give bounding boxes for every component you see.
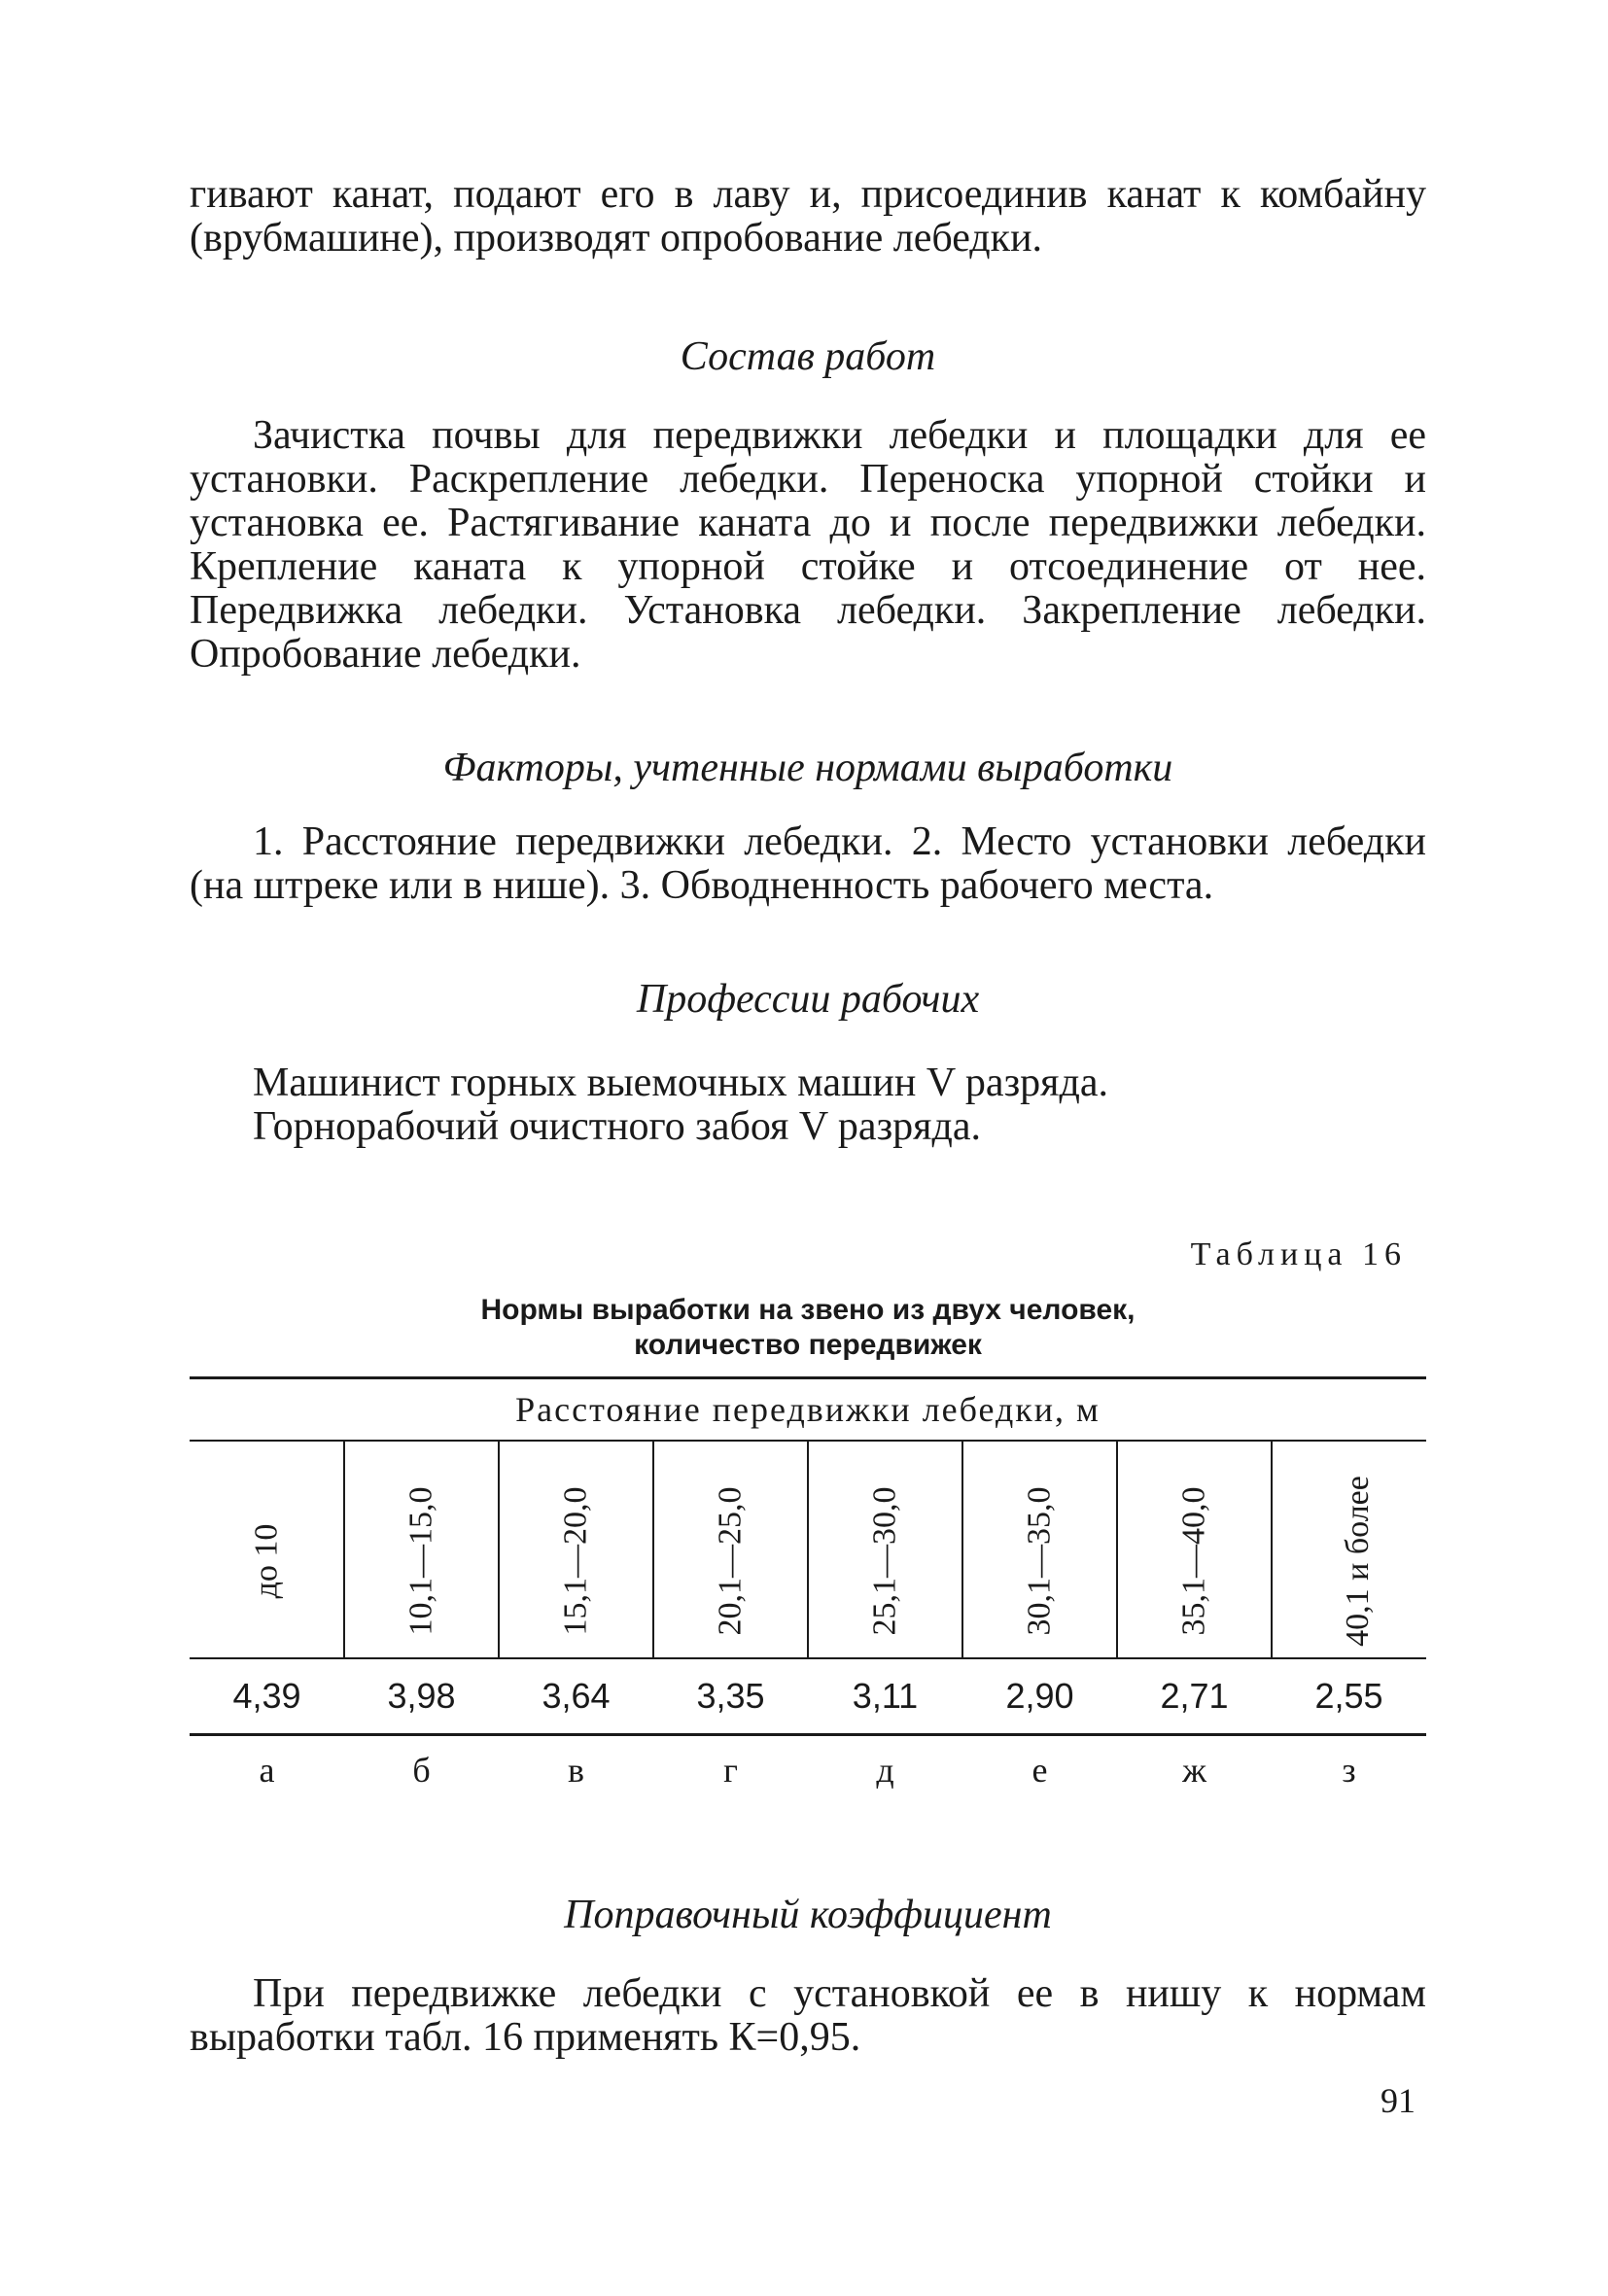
table-label: Таблица 16 [1190, 1236, 1407, 1272]
letter-cell: д [876, 1751, 894, 1790]
range-label: 30,1—35,0 [1021, 1486, 1058, 1636]
letter-cell: з [1342, 1751, 1356, 1790]
range-row [190, 1441, 1426, 1658]
worker-line: Горнорабочий очистного забоя V разряда. [253, 1104, 981, 1149]
factors-paragraph: 1. Расстояние передвижки лебедки. 2. Место установки лебедки (на штреке или в нише). 3. Обводненность рабочего места. [190, 819, 1426, 908]
letter-cell: ж [1182, 1751, 1206, 1790]
value-cell: 2,55 [1272, 1658, 1426, 1735]
letter-cell: а [259, 1751, 275, 1790]
value-cell: 3,35 [653, 1658, 808, 1735]
table-title-line: Нормы выработки на звено из двух человек, [480, 1294, 1136, 1326]
heading-factors: Факторы, учтенные нормами выработки [442, 746, 1173, 790]
norms-table [190, 1376, 1426, 1804]
letter-cell: б [412, 1751, 431, 1790]
range-label: 15,1—20,0 [557, 1486, 594, 1636]
page-number: 91 [1381, 2081, 1416, 2120]
range-cell [190, 1441, 344, 1658]
range-label: 10,1—15,0 [402, 1486, 439, 1636]
range-label: 40,1 и более [1339, 1476, 1376, 1647]
value-row [190, 1658, 1426, 1735]
work-content-paragraph: Зачистка почвы для передвижки лебедки и площадки для ее установки. Раскрепление лебедки. Переноска упорной стойки и установка ее. Растягивание каната до и после передвижки лебедки. Крепление каната к упорной стойке и отсоединение от нее. Передвижка лебедки. Установка лебедки. Закрепление лебедки. Опробование лебедки. [190, 413, 1426, 677]
value-cell: 4,39 [190, 1658, 344, 1735]
worker-line: Машинист горных выемочных машин V разряда. [253, 1061, 1108, 1105]
correction-paragraph: При передвижке лебедки с установкой ее в нишу к нормам выработки табл. 16 применять К=0,95. [190, 1971, 1426, 2060]
range-label: 20,1—25,0 [712, 1486, 749, 1636]
letter-cell: в [568, 1751, 584, 1790]
range-label: 35,1—40,0 [1175, 1486, 1212, 1636]
workers-list [190, 1061, 1426, 1149]
value-cell: 2,90 [962, 1658, 1117, 1735]
letter-row [190, 1735, 1426, 1805]
heading-work-content: Состав работ [680, 334, 936, 379]
table-header: Расстояние передвижки лебедки, м [190, 1378, 1426, 1442]
range-label: 25,1—30,0 [866, 1486, 903, 1636]
letter-cell: е [1031, 1751, 1048, 1790]
heading-correction: Поправочный коэффициент [564, 1893, 1052, 1937]
intro-paragraph: гивают канат, подают его в лаву и, присоединив канат к комбайну (врубмашине), производят опробование лебедки. [190, 172, 1426, 261]
value-cell: 2,71 [1117, 1658, 1272, 1735]
range-cell [344, 1441, 499, 1658]
range-cell [499, 1441, 653, 1658]
table-header-row [190, 1378, 1426, 1442]
table-title [190, 1293, 1426, 1363]
letter-cell: г [723, 1751, 738, 1790]
table-title-line: количество передвижек [634, 1329, 982, 1361]
heading-workers: Профессии рабочих [636, 977, 980, 1022]
range-cell [1117, 1441, 1272, 1658]
range-cell [1272, 1441, 1426, 1658]
range-label: до 10 [248, 1523, 284, 1599]
value-cell: 3,98 [344, 1658, 499, 1735]
range-cell [808, 1441, 962, 1658]
value-cell: 3,64 [499, 1658, 653, 1735]
range-cell [962, 1441, 1117, 1658]
page-content [190, 173, 1426, 2060]
value-cell: 3,11 [808, 1658, 962, 1735]
range-cell [653, 1441, 808, 1658]
